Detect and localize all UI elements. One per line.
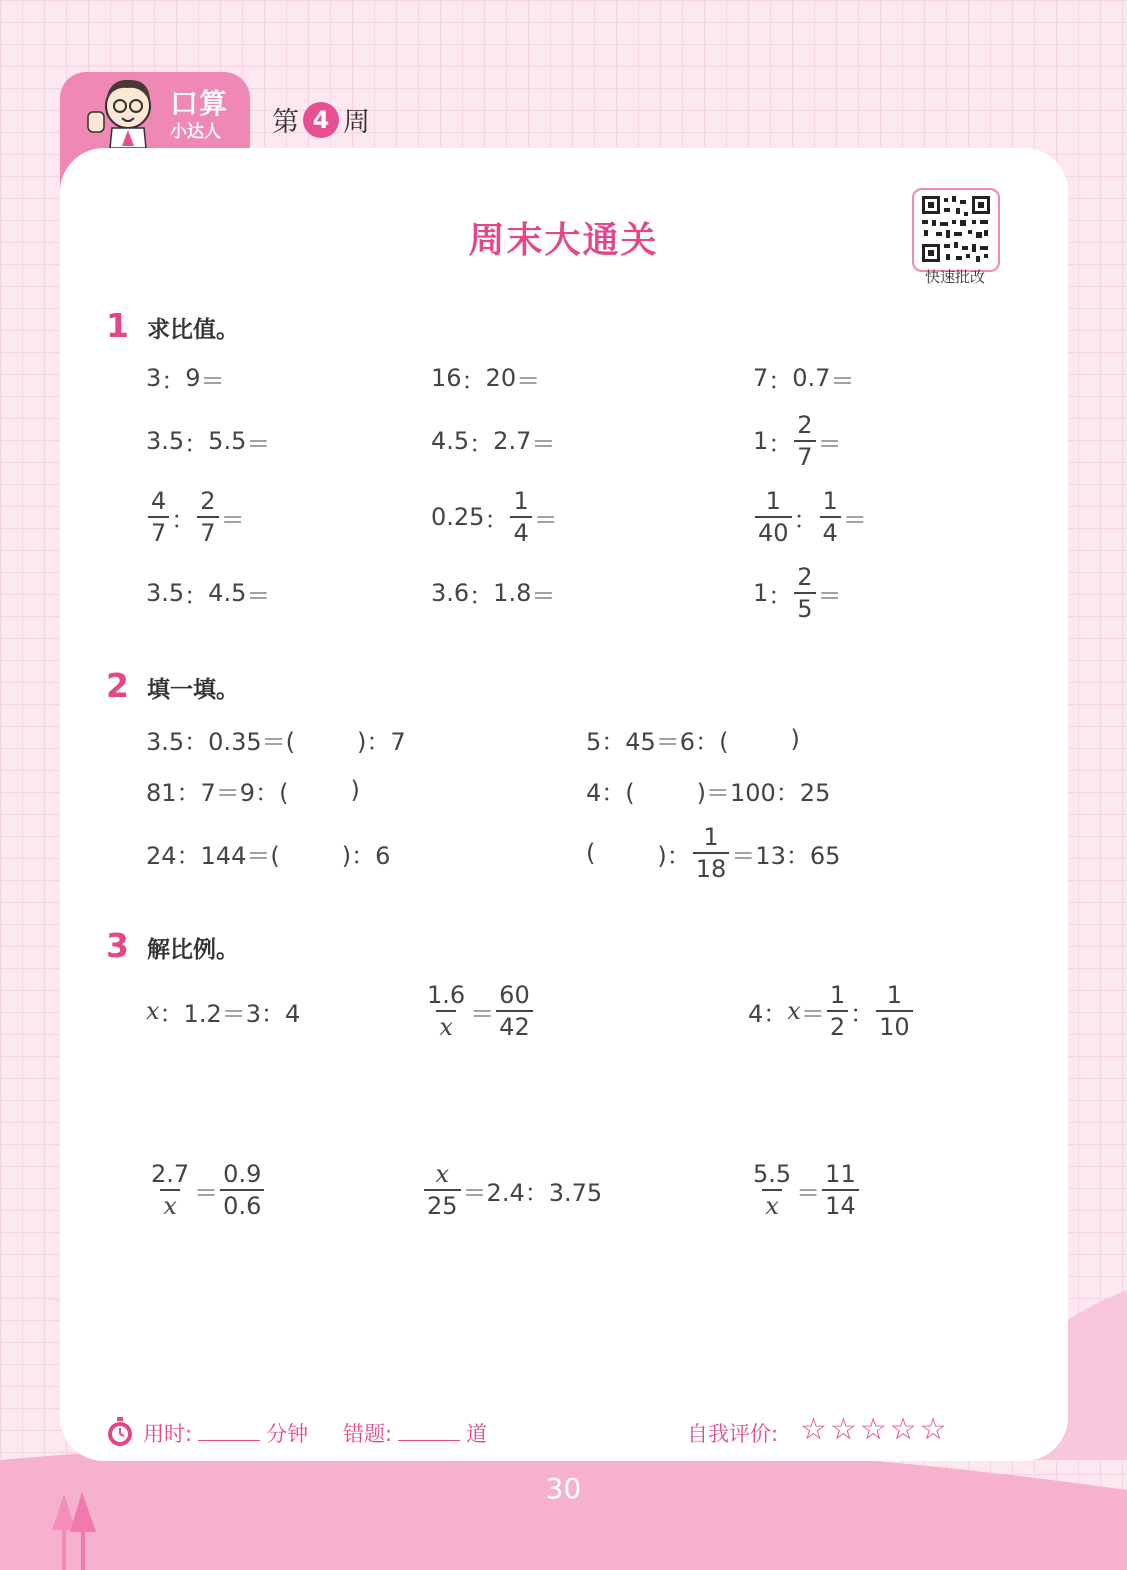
section-2-number: 2 xyxy=(106,666,129,705)
fraction: $\frac{2.7}{x}$ xyxy=(151,1160,190,1220)
time-field: 用时: 分钟 xyxy=(143,1422,309,1446)
ratio-item: 3.5 ： 4.5 ＝ xyxy=(146,579,271,610)
fill-item: ( )： $\frac{1}{18}$ ＝13：65 xyxy=(586,823,841,883)
section-1-title: 求比值。 xyxy=(147,317,239,343)
stopwatch-icon xyxy=(106,1416,134,1448)
proportion-item: $\frac{1.6}{x}$ ＝ $\frac{60}{42}$ xyxy=(422,981,535,1041)
qr-code[interactable] xyxy=(912,188,1000,272)
fraction: $\frac{5.5}{x}$ xyxy=(753,1160,792,1220)
week-number-icon: 4 xyxy=(303,102,339,138)
rating-stars-icon[interactable]: ☆☆☆☆☆ xyxy=(800,1412,950,1447)
ratio-item: 16 ： 20 ＝ xyxy=(431,364,541,395)
fraction: $\frac{1.6}{x}$ xyxy=(427,981,466,1041)
ratio-item: 1 ： $\frac{2}{7}$ ＝ xyxy=(753,411,842,471)
fraction: $\frac{0.9}{0.6}$ xyxy=(220,1162,264,1218)
ratio-item: 3.6 ： 1.8 ＝ xyxy=(431,579,556,610)
proportion-item: $\frac{2.7}{x}$ ＝ $\frac{0.9}{0.6}$ xyxy=(146,1160,266,1220)
ratio-item: 7 ： 0.7 ＝ xyxy=(753,364,855,395)
fraction: $\frac{1}{18}$ xyxy=(693,825,730,881)
errors-input[interactable] xyxy=(398,1420,460,1441)
proportion-item: $\frac{5.5}{x}$ ＝ $\frac{11}{14}$ xyxy=(748,1160,861,1220)
errors-field: 错题: 道 xyxy=(343,1422,488,1446)
ratio-item: 1 ： $\frac{2}{5}$ ＝ xyxy=(753,563,842,623)
fill-item: 5：45＝6：( ) xyxy=(586,725,800,756)
ratio-item: 3.5 ： 5.5 ＝ xyxy=(146,427,271,458)
page-title: 周末大通关 xyxy=(468,220,659,261)
section-3-number: 3 xyxy=(106,926,129,965)
fraction: $\frac{x}{25}$ xyxy=(424,1162,461,1218)
ratio-item: 4.5 ： 2.7 ＝ xyxy=(431,427,556,458)
fraction: $\frac{11}{14}$ xyxy=(822,1162,859,1218)
week-prefix: 第 xyxy=(272,107,299,138)
rating-label: 自我评价: xyxy=(687,1422,779,1446)
fill-item: 3.5：0.35＝( )：7 xyxy=(146,727,406,756)
fraction: $\frac{2}{7}$ xyxy=(794,413,815,469)
fraction: $\frac{1}{40}$ xyxy=(755,489,792,545)
section-3-title: 解比例。 xyxy=(147,937,239,963)
proportion-item: $\frac{x}{25}$ ＝2.4：3.75 xyxy=(422,1160,602,1220)
ratio-item: $\frac{1}{40}$ ： $\frac{1}{4}$ ＝ xyxy=(753,487,867,547)
fraction: $\frac{4}{7}$ xyxy=(148,489,169,545)
fill-item: 24：144＝( )：6 xyxy=(146,841,391,870)
week-label xyxy=(272,100,370,139)
fill-item: 4：( )＝100：25 xyxy=(586,778,831,807)
page-number: 30 xyxy=(545,1472,582,1505)
fraction: $\frac{1}{4}$ xyxy=(510,489,531,545)
week-suffix: 周 xyxy=(343,107,370,138)
fraction: $\frac{2}{5}$ xyxy=(794,565,815,621)
ratio-item: 3 ： 9 ＝ xyxy=(146,364,225,395)
section-1-number: 1 xyxy=(106,306,129,345)
ratio-item: 0.25 ： $\frac{1}{4}$ ＝ xyxy=(431,487,558,547)
proportion-item: 4： x ＝ $\frac{1}{2}$ ： $\frac{1}{10}$ xyxy=(748,981,915,1041)
fraction: $\frac{2}{7}$ xyxy=(197,489,218,545)
qr-code-icon xyxy=(914,190,998,270)
section-2-title: 填一填。 xyxy=(147,677,239,703)
ratio-item: $\frac{4}{7}$ ： $\frac{2}{7}$ ＝ xyxy=(146,487,245,547)
badge-subtitle: 小达人 xyxy=(170,122,221,142)
fraction: $\frac{1}{10}$ xyxy=(876,983,913,1039)
fraction: $\frac{60}{42}$ xyxy=(496,983,533,1039)
proportion-item: x ：1.2＝3：4 xyxy=(146,997,301,1028)
qr-label: 快速批改 xyxy=(924,268,985,286)
time-input[interactable] xyxy=(198,1420,260,1441)
badge-title: 口算 xyxy=(170,87,229,120)
fill-item: 81：7＝9：( ) xyxy=(146,776,360,807)
fraction: $\frac{1}{4}$ xyxy=(820,489,841,545)
fraction: $\frac{1}{2}$ xyxy=(827,983,848,1039)
mascot-icon xyxy=(84,72,164,148)
